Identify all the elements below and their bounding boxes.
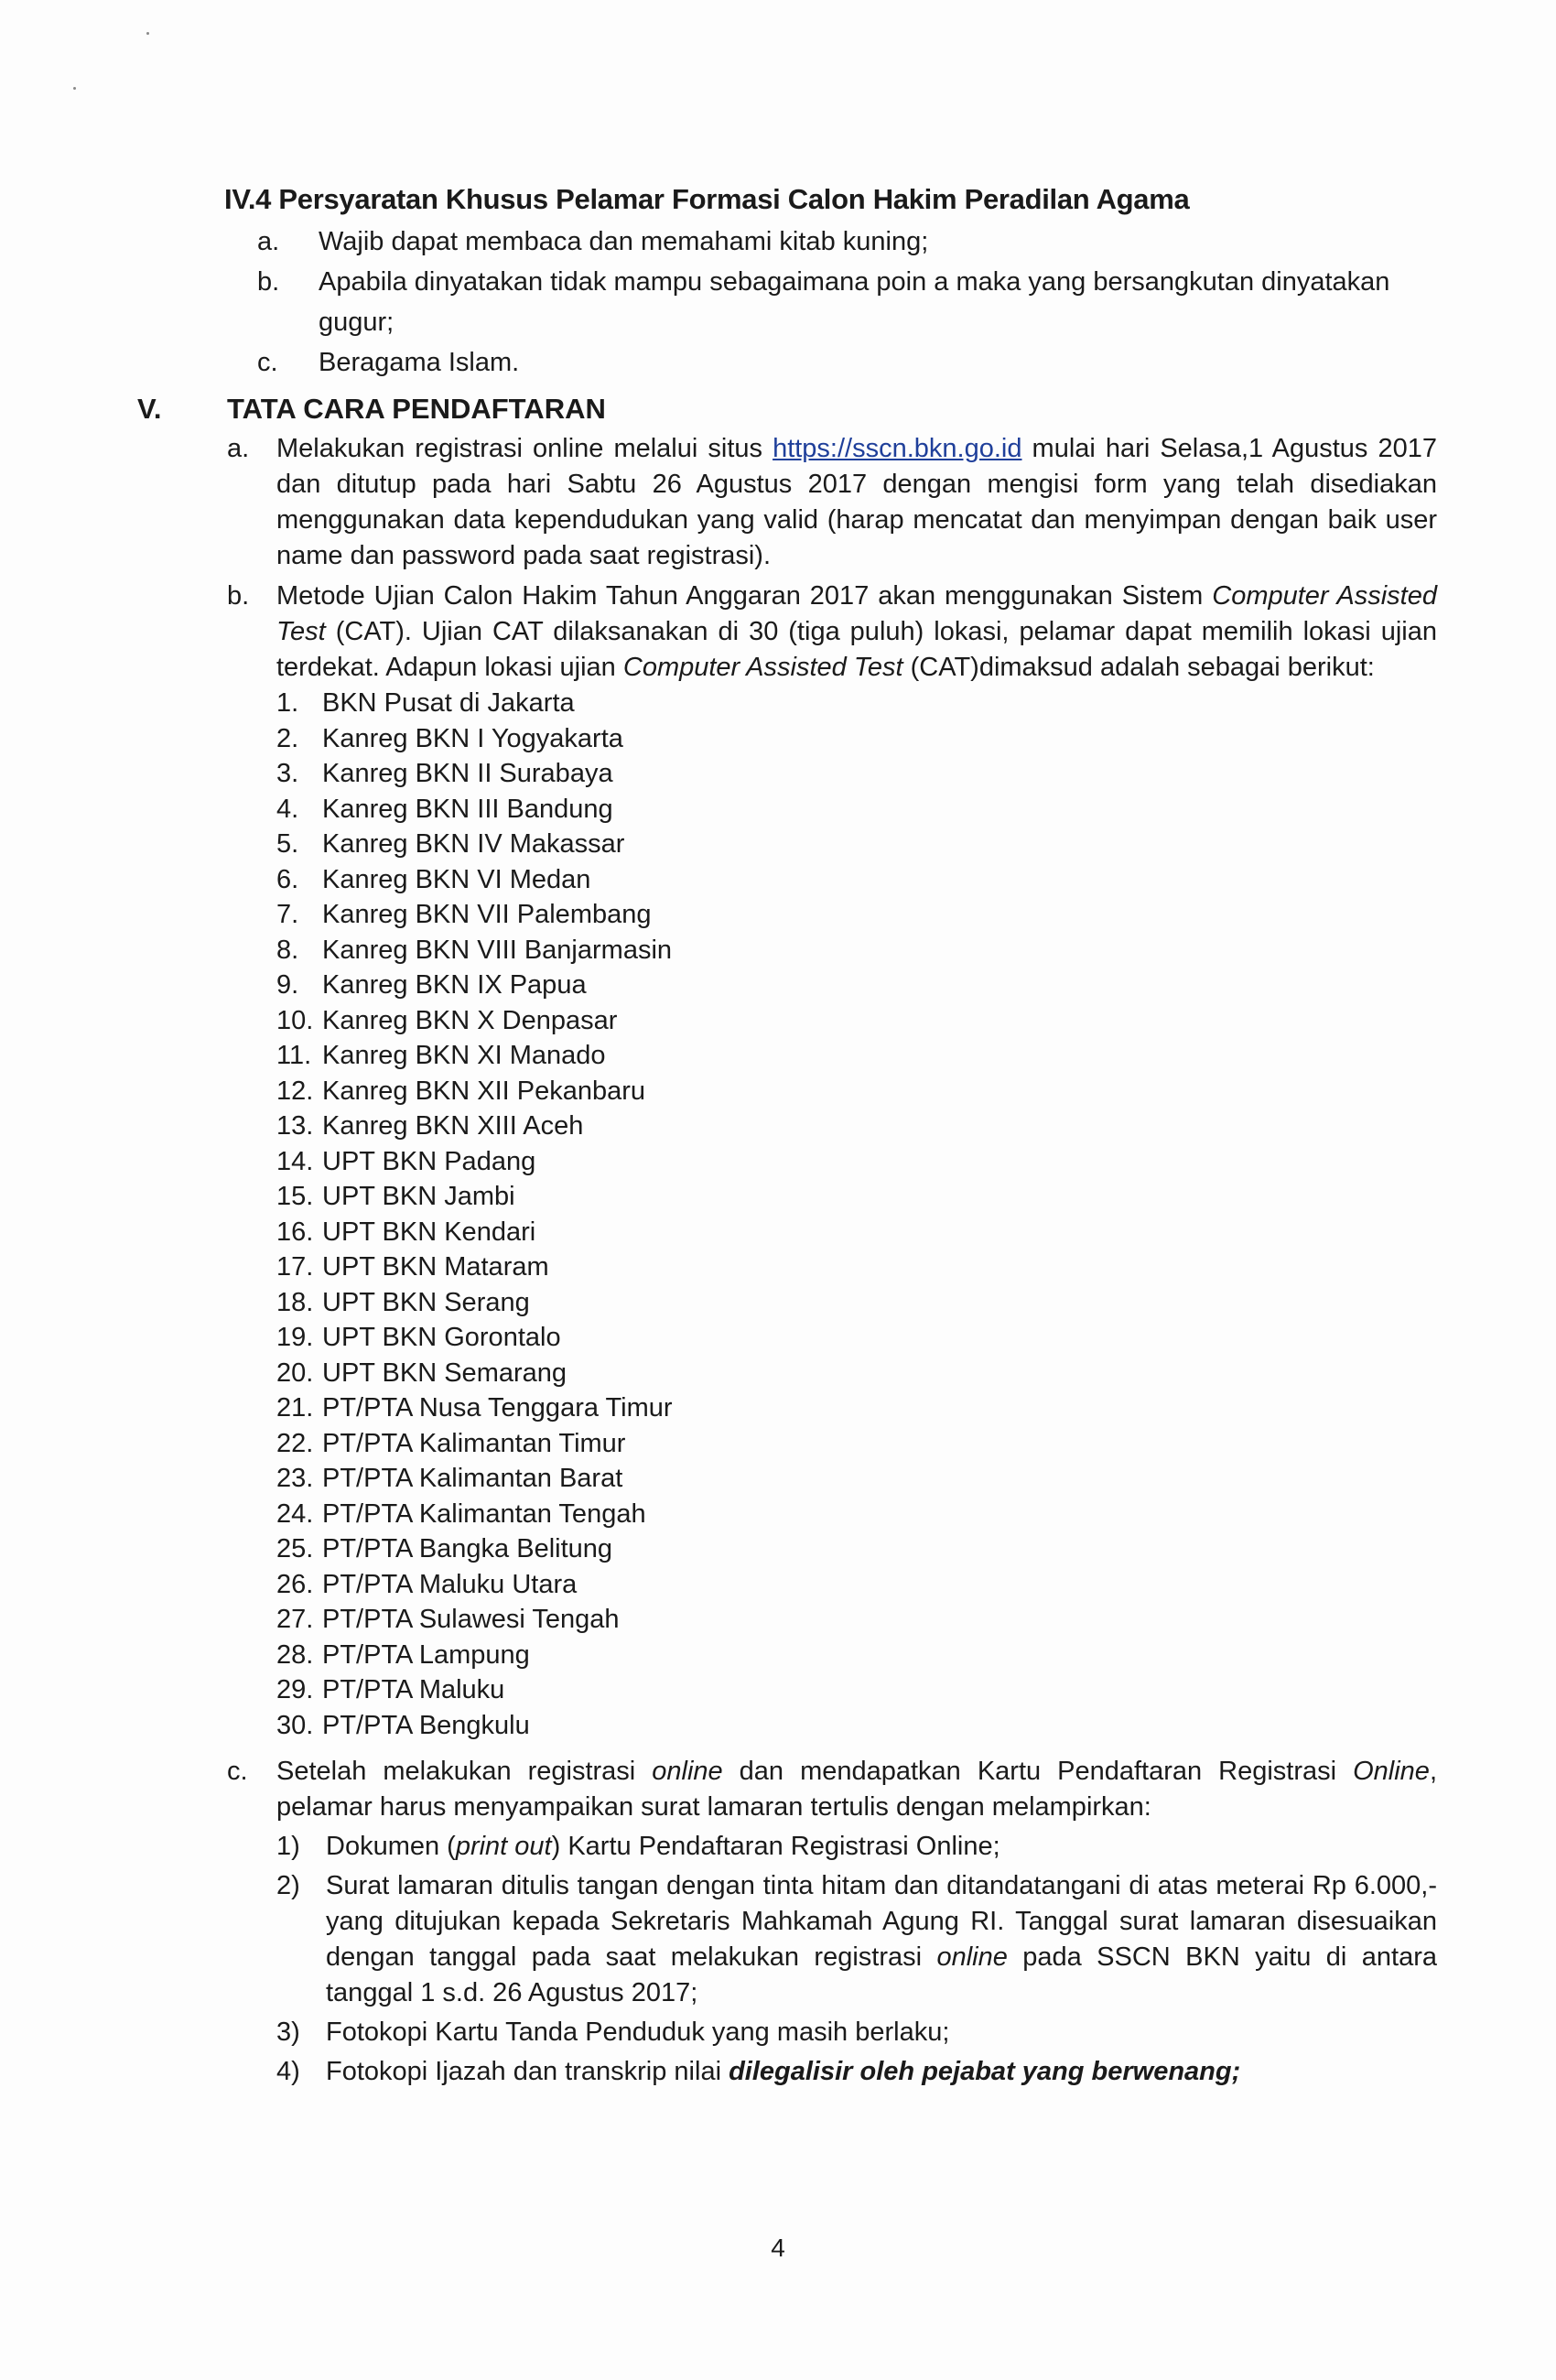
exam-location-item [276, 721, 1437, 757]
exam-location-item [276, 1602, 1437, 1638]
document-text: Fotokopi Kartu Tanda Penduduk yang masih berlaku; [326, 2018, 950, 2047]
exam-location-item [276, 1531, 1437, 1567]
location-number: 9. [276, 970, 299, 1000]
document-item [276, 2015, 1437, 2050]
exam-location-item [276, 1708, 1437, 1744]
paragraph-text: Metode Ujian Calon Hakim Tahun Anggaran 2017 akan menggunakan Sistem [276, 581, 1213, 611]
document-text: pada SSCN BKN yaitu di antara tanggal 1 s.d. 26 Agustus 2017; [326, 1942, 1437, 2007]
location-name: PT/PTA Nusa Tenggara Timur [322, 1393, 673, 1423]
document-number: 2) [276, 1871, 300, 1900]
location-name: PT/PTA Bangka Belitung [322, 1534, 613, 1563]
paragraph-marker: a. [227, 434, 250, 463]
item-text: Wajib dapat membaca dan memahami kitab kuning; [319, 227, 929, 256]
location-number: 27. [276, 1605, 314, 1634]
paragraph-text: Melakukan registrasi online melalui situs [276, 434, 773, 463]
required-documents-list [276, 1829, 1437, 2090]
location-name: Kanreg BKN XIII Aceh [322, 1111, 584, 1141]
document-number: 1) [276, 1832, 300, 1861]
document-text: ) Kartu Pendaftaran Registrasi Online; [551, 1832, 1000, 1861]
section-v-heading [137, 389, 1437, 431]
exam-location-item [276, 1567, 1437, 1603]
location-name: UPT BKN Padang [322, 1146, 536, 1176]
exam-location-item [276, 686, 1437, 721]
location-number: 15. [276, 1182, 314, 1211]
exam-location-item [276, 1109, 1437, 1144]
exam-location-item [276, 1320, 1437, 1356]
document-text: Fotokopi Ijazah dan transkrip nilai [326, 2057, 729, 2086]
location-number: 18. [276, 1287, 314, 1317]
location-name: Kanreg BKN VIII Banjarmasin [322, 935, 673, 965]
exam-location-item [276, 862, 1437, 898]
paragraph-italic: Computer Assisted Test [622, 653, 903, 682]
location-number: 17. [276, 1252, 314, 1282]
exam-location-item [276, 1426, 1437, 1462]
location-name: UPT BKN Gorontalo [322, 1323, 561, 1352]
location-number: 1. [276, 688, 299, 718]
location-number: 21. [276, 1393, 314, 1423]
location-name: PT/PTA Lampung [322, 1639, 530, 1670]
section-iv4-heading: IV.4 Persyaratan Khusus Pelamar Formasi Calon Hakim Peradilan Agama [224, 183, 1190, 215]
location-name: PT/PTA Kalimantan Barat [322, 1464, 623, 1493]
paragraph-italic: online [652, 1757, 723, 1786]
exam-location-item [276, 1074, 1437, 1109]
document-bold-italic: dilegalisir oleh pejabat yang berwenang; [729, 2057, 1241, 2086]
item-text: Beragama Islam. [319, 348, 520, 377]
paragraph-marker: b. [227, 581, 250, 611]
section-iv4 [224, 183, 1451, 383]
item-text: Apabila dinyatakan tidak mampu sebagaimana poin a maka yang bersangkutan dinyatakan gugur; [319, 267, 1390, 337]
location-name: Kanreg BKN VI Medan [322, 864, 591, 894]
location-name: Kanreg BKN X Denpasar [322, 1005, 618, 1035]
location-number: 14. [276, 1146, 314, 1176]
location-number: 7. [276, 900, 299, 929]
exam-location-item [276, 1672, 1437, 1708]
section-title: TATA CARA PENDAFTARAN [227, 393, 606, 425]
paragraph-b [137, 579, 1437, 1743]
location-number: 29. [276, 1675, 314, 1704]
location-name: PT/PTA Maluku Utara [322, 1569, 578, 1599]
page-number: 4 [771, 2234, 785, 2262]
document-italic: print out [455, 1832, 552, 1861]
exam-location-list [276, 686, 1437, 1743]
location-number: 10. [276, 1005, 314, 1035]
document-item [276, 1868, 1437, 2011]
exam-location-item [276, 1215, 1437, 1250]
exam-location-item [276, 897, 1437, 933]
location-number: 2. [276, 723, 299, 753]
paragraph-text: , pelamar harus menyampaikan surat lamaran tertulis dengan melampirkan: [276, 1757, 1437, 1822]
exam-location-item [276, 1179, 1437, 1215]
paragraph-text: (CAT). Ujian CAT dilaksanakan di 30 (tiga puluh) lokasi, pelamar dapat memilih lokasi ujian terdekat. Adapun lokasi ujian [276, 617, 1437, 682]
exam-location-item [276, 1497, 1437, 1532]
location-number: 8. [276, 935, 299, 965]
paragraph-text: dan mendapatkan Kartu Pendaftaran Registrasi [722, 1757, 1354, 1786]
exam-location-item [276, 933, 1437, 968]
sscn-link[interactable]: https://sscn.bkn.go.id [773, 434, 1022, 463]
location-name: UPT BKN Semarang [322, 1358, 567, 1388]
item-marker: b. [257, 267, 280, 297]
location-name: UPT BKN Serang [322, 1287, 530, 1317]
location-number: 26. [276, 1569, 314, 1599]
item-marker: a. [257, 227, 280, 256]
exam-location-item [276, 1038, 1437, 1074]
location-number: 23. [276, 1464, 314, 1493]
location-name: PT/PTA Kalimantan Tengah [322, 1498, 646, 1529]
document-number: 4) [276, 2057, 300, 2086]
paragraph-c [137, 1754, 1437, 2090]
exam-location-item [276, 1144, 1437, 1180]
exam-location-item [276, 827, 1437, 862]
location-number: 5. [276, 829, 299, 859]
exam-location-item [276, 1461, 1437, 1497]
location-name: Kanreg BKN IV Makassar [322, 829, 625, 859]
document-item [276, 1829, 1437, 1865]
location-number: 3. [276, 759, 299, 788]
exam-location-item [276, 1003, 1437, 1039]
exam-location-item [276, 792, 1437, 828]
location-name: Kanreg BKN IX Papua [322, 970, 587, 1000]
exam-location-item [276, 1638, 1437, 1673]
location-name: Kanreg BKN I Yogyakarta [322, 723, 623, 753]
document-text: Dokumen ( [326, 1832, 456, 1861]
location-number: 24. [276, 1498, 314, 1529]
location-name: PT/PTA Sulawesi Tengah [322, 1605, 620, 1634]
location-number: 20. [276, 1358, 314, 1388]
paragraph-italic: Online [1353, 1757, 1430, 1786]
location-number: 6. [276, 864, 299, 894]
section-v [137, 389, 1437, 2093]
location-number: 12. [276, 1076, 314, 1106]
location-number: 19. [276, 1323, 314, 1352]
location-name: UPT BKN Kendari [322, 1217, 536, 1247]
item-marker: c. [257, 348, 278, 377]
requirement-item-b [224, 262, 1451, 342]
exam-location-item [276, 1390, 1437, 1426]
location-name: Kanreg BKN XII Pekanbaru [322, 1076, 646, 1106]
paragraph-italic: Computer Assisted Test [276, 581, 1437, 646]
requirement-item-c [224, 342, 1451, 383]
scan-speck [146, 32, 149, 35]
section-number: V. [137, 393, 162, 425]
location-name: Kanreg BKN II Surabaya [322, 759, 613, 788]
location-name: UPT BKN Mataram [322, 1252, 549, 1282]
location-number: 22. [276, 1428, 314, 1458]
document-item [276, 2054, 1437, 2090]
paragraph-text: Setelah melakukan registrasi [276, 1757, 653, 1786]
location-number: 25. [276, 1534, 314, 1563]
paragraph-marker: c. [227, 1757, 248, 1786]
location-number: 4. [276, 794, 299, 824]
location-name: Kanreg BKN XI Manado [322, 1041, 606, 1070]
document-italic: online [936, 1942, 1008, 1972]
location-name: PT/PTA Bengkulu [322, 1710, 530, 1740]
location-name: UPT BKN Jambi [322, 1182, 515, 1211]
exam-location-item [276, 756, 1437, 792]
location-name: Kanreg BKN VII Palembang [322, 900, 652, 929]
location-name: PT/PTA Kalimantan Timur [322, 1428, 626, 1458]
paragraph-text: mulai hari Selasa,1 Agustus 2017 dan ditutup pada hari Sabtu 26 Agustus 2017 dengan mengisi form yang telah disediakan menggunakan data kependudukan yang valid (harap mencatat dan menyimpan dengan baik user name dan password pada saat registrasi). [276, 434, 1437, 570]
location-number: 13. [276, 1111, 314, 1141]
exam-location-item [276, 1250, 1437, 1285]
scan-speck [73, 87, 76, 90]
exam-location-item [276, 1285, 1437, 1321]
location-name: Kanreg BKN III Bandung [322, 794, 613, 824]
location-number: 11. [276, 1041, 312, 1070]
document-text: Surat lamaran ditulis tangan dengan tinta hitam dan ditandatangani di atas meterai Rp 6.000,-yang ditujukan kepada Sekretaris Mahkamah Agung RI. Tanggal surat lamaran disesuaikan dengan tanggal pada saat melakukan registrasi [326, 1871, 1437, 1972]
requirement-item-a [224, 222, 1451, 262]
paragraph-text: (CAT)dimaksud adalah sebagai berikut: [902, 653, 1375, 682]
location-name: BKN Pusat di Jakarta [322, 688, 575, 718]
document-number: 3) [276, 2018, 300, 2047]
exam-location-item [276, 968, 1437, 1003]
exam-location-item [276, 1356, 1437, 1391]
location-number: 30. [276, 1710, 314, 1740]
location-number: 28. [276, 1639, 314, 1670]
location-name: PT/PTA Maluku [322, 1675, 505, 1704]
location-number: 16. [276, 1217, 314, 1247]
paragraph-a [137, 431, 1437, 574]
